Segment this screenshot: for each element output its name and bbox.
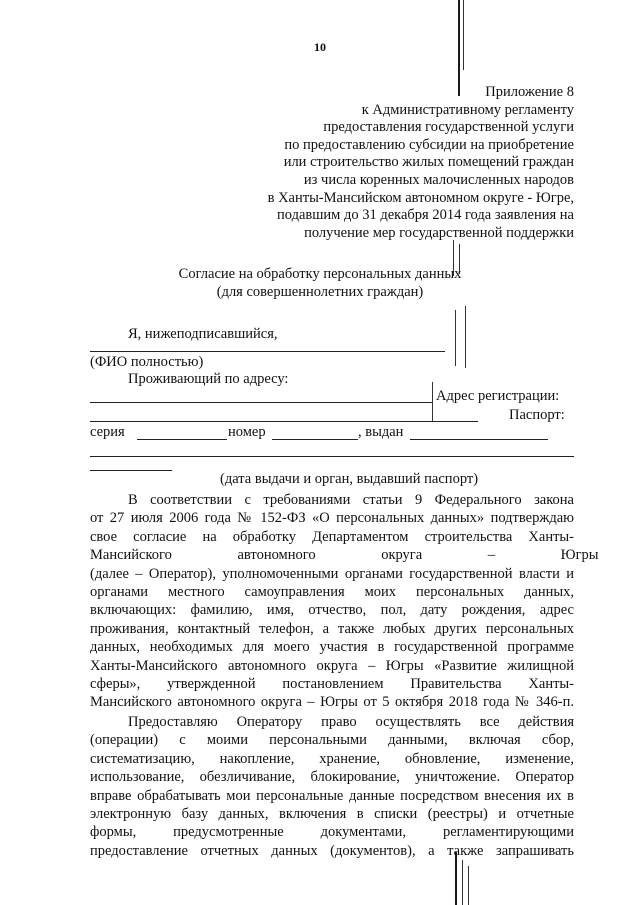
text-line: данных, необходимых для моего участия в государственной программе: [90, 639, 574, 656]
text-line: от 27 июля 2006 года № 152-ФЗ «О персональных данных» подтверждаю: [90, 510, 574, 527]
text-line: систематизацию, накопление, хранение, обновление, изменение,: [90, 750, 574, 767]
passport-number-line: [272, 439, 358, 440]
text-line: органами местного самоуправления моих персональных данных,: [90, 584, 574, 601]
appendix-header: [268, 84, 574, 242]
text-line: (операции) с моими персональными данными, включая сбор,: [90, 732, 574, 749]
appendix-line: в Ханты-Мансийском автономном округе - Югре,: [267, 189, 574, 206]
text-line: свое согласие на обработку Департаментом строительства Ханты-: [90, 528, 574, 545]
scan-artifact-line: [455, 310, 456, 366]
passport-series-label: серия: [90, 424, 125, 440]
passport-issued-line: [410, 439, 548, 440]
title-line: Согласие на обработку персональных данных: [178, 266, 462, 282]
appendix-line: из числа коренных малочисленных народов: [303, 171, 574, 188]
scan-artifact-line: [463, 0, 464, 70]
scan-artifact-line: [462, 860, 463, 905]
scan-artifact-line: [432, 382, 433, 422]
appendix-line: к Административному регламенту: [361, 101, 574, 118]
appendix-line: по предоставлению субсидии на приобретение: [284, 136, 574, 153]
text-line: проживания, контактный телефон, а также любых других персональных: [90, 620, 574, 637]
residing-address-label: Проживающий по адресу:: [128, 371, 289, 387]
text-line: использование, обезличивание, блокирование, уничтожение. Оператор: [90, 769, 574, 786]
passport-label: Паспорт:: [509, 407, 565, 423]
fio-field-line: [90, 351, 445, 352]
text-line: предоставление отчетных данных (документов), а также запрашивать: [90, 842, 574, 859]
consent-paragraph-1: [90, 491, 599, 712]
text-line: Предоставляю Оператору право осуществлять все действия: [128, 714, 574, 730]
text-line: электронную базу данных, включения в списки (реестры) и отчетные: [90, 806, 574, 823]
residing-address-line: [90, 402, 432, 403]
appendix-line: предоставления государственной услуги: [323, 119, 574, 136]
passport-issued-line-3: [90, 470, 172, 471]
text-line: Мансийского автономного округа – Югры от 5 октября 2018 года № 346-п.: [90, 694, 574, 711]
passport-issued-label: , выдан: [358, 424, 404, 440]
title-subline: (для совершеннолетних граждан): [216, 283, 424, 300]
text-line: Мансийского автономного округа – Югры: [90, 547, 599, 564]
appendix-line: получение мер государственной поддержки: [304, 224, 574, 241]
passport-issue-caption: (дата выдачи и орган, выдавший паспорт): [220, 471, 479, 487]
fio-label: (ФИО полностью): [90, 354, 204, 370]
registration-address-label: Адрес регистрации:: [436, 388, 560, 404]
appendix-line: или строительство жилых помещений граждан: [283, 154, 574, 171]
passport-series-line: [137, 439, 227, 440]
text-line: формы, предусмотренные документами, регламентирующими: [90, 824, 574, 841]
text-line: Ханты-Мансийского автономного округа – Югры «Развитие жилищной: [90, 657, 574, 674]
appendix-line: подавшим до 31 декабря 2014 года заявления на: [276, 207, 574, 224]
undersigned-label: Я, нижеподписавшийся,: [128, 326, 278, 342]
registration-address-line: [90, 421, 478, 422]
text-line: включающих: фамилию, имя, отчество, пол, дату рождения, адрес: [90, 602, 574, 619]
text-line: (далее – Оператор), уполномоченными органами государственной власти и: [90, 565, 574, 582]
passport-number-label: номер: [228, 424, 266, 440]
text-line: сферы», утвержденной постановлением Правительства Ханты-: [90, 676, 574, 693]
text-line: вправе обрабатывать мои персональные данные посредством внесения их в: [90, 787, 574, 804]
text-line: В соответствии с требованиями статьи 9 Федерального закона: [128, 492, 574, 508]
page-number: 10: [314, 40, 326, 54]
document-title: [0, 266, 640, 301]
appendix-line: Приложение 8: [485, 84, 574, 100]
passport-issued-line-2: [90, 456, 574, 457]
scan-artifact-line: [468, 866, 469, 905]
consent-paragraph-2: [90, 713, 574, 860]
scan-artifact-line: [465, 306, 466, 368]
